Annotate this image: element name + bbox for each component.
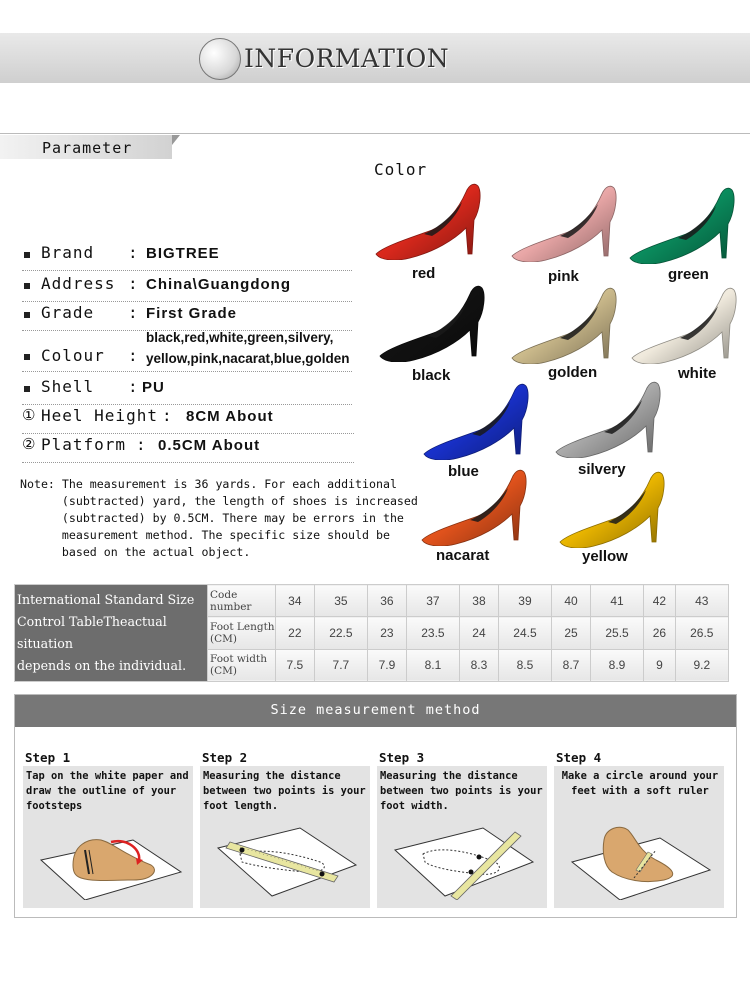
step-description: Measuring the distance between two points is your foot width. (380, 770, 543, 812)
param-row-brand (22, 243, 352, 271)
row-header-code-number: Code number (208, 585, 276, 617)
step-3 (370, 748, 544, 908)
param-label: Platform (41, 435, 127, 454)
shoe-label-red: red (412, 265, 436, 282)
width-cell: 8.3 (460, 649, 499, 681)
width-cell: 7.7 (314, 649, 367, 681)
step-card (554, 766, 724, 908)
code-cell: 38 (460, 585, 499, 617)
step-description: Tap on the white paper and draw the outline of your footsteps (26, 770, 189, 812)
shoe-label-yellow: yellow (582, 548, 628, 565)
length-cell: 25 (552, 617, 591, 649)
bullet-icon (24, 386, 30, 392)
param-row-address (22, 274, 352, 302)
width-cell: 7.9 (368, 649, 407, 681)
parameter-title: Parameter (42, 139, 133, 157)
banner-circle-icon (199, 38, 241, 80)
param-separator: : (136, 435, 147, 454)
foot-width-illustration (387, 810, 537, 900)
row-header-foot-length: Foot Length (CM) (208, 617, 276, 649)
length-cell: 25.5 (590, 617, 643, 649)
shoe-nacarat (420, 466, 532, 546)
param-separator: : (128, 377, 139, 396)
shoe-label-black: black (412, 367, 451, 384)
size-table-title-line: Control TableTheactual situation (17, 614, 167, 651)
bullet-icon (24, 252, 30, 258)
param-row-heel-height (22, 406, 354, 434)
circled-number-two: ② (22, 435, 36, 453)
width-cell: 8.9 (590, 649, 643, 681)
shoe-label-pink: pink (548, 268, 579, 285)
param-row-grade (22, 303, 352, 331)
width-cell: 8.7 (552, 649, 591, 681)
step-card (23, 766, 193, 908)
size-table-title-line: depends on the individual. (17, 658, 187, 673)
shoe-label-green: green (668, 266, 709, 283)
shoe-golden (510, 284, 622, 364)
param-separator: : (128, 243, 139, 262)
row-header-foot-width: Foot width (CM) (208, 649, 276, 681)
param-label: Colour (41, 346, 105, 365)
color-title: Color (374, 160, 428, 179)
shoe-label-golden: golden (548, 364, 598, 381)
size-table (14, 584, 729, 682)
param-row-colour (22, 330, 352, 372)
length-cell: 24.5 (498, 617, 551, 649)
param-row-platform (22, 435, 354, 463)
param-label: Shell (41, 377, 95, 396)
width-cell: 9.2 (675, 649, 728, 681)
width-cell: 8.1 (406, 649, 459, 681)
size-table-title (15, 585, 208, 682)
step-2 (193, 748, 367, 908)
param-label: Heel Height (41, 406, 158, 425)
param-value: PU (142, 379, 165, 396)
shoe-white (630, 284, 742, 364)
param-value: 8CM About (186, 408, 274, 425)
measurement-method-title: Size measurement method (270, 702, 481, 718)
bullet-icon (24, 354, 30, 360)
measurement-note: Note: The measurement is 36 yards. For each additional (subtracted) yard, the length of shoes is increased (subtracted) by 0.5CM. There may be errors in the measurement method. The specific size should be based on the actual object. (20, 477, 418, 559)
param-label: Grade (41, 303, 95, 322)
length-cell: 26.5 (675, 617, 728, 649)
table-row (15, 585, 729, 617)
param-value: 0.5CM About (158, 437, 261, 454)
shoe-label-blue: blue (448, 463, 479, 480)
width-cell: 8.5 (498, 649, 551, 681)
shoe-black (378, 282, 490, 362)
length-cell: 23.5 (406, 617, 459, 649)
foot-circumference-illustration (564, 810, 714, 900)
length-cell: 23 (368, 617, 407, 649)
parameter-tab-fold (172, 135, 180, 145)
width-cell: 9 (644, 649, 675, 681)
shoe-label-nacarat: nacarat (436, 547, 490, 564)
param-separator: : (128, 303, 139, 322)
param-separator: : (162, 406, 173, 425)
step-4 (547, 748, 721, 908)
shoe-label-silvery: silvery (578, 461, 626, 478)
step-title: Step 1 (25, 750, 71, 765)
param-value: BIGTREE (146, 245, 220, 262)
shoe-green (628, 184, 740, 264)
code-cell: 41 (590, 585, 643, 617)
page-title: INFORMATION (244, 44, 450, 73)
width-cell: 7.5 (276, 649, 315, 681)
param-value-line2: yellow,pink,nacarat,blue,golden (146, 351, 350, 366)
shoe-red (374, 180, 486, 260)
param-row-shell (22, 377, 352, 405)
param-separator: : (128, 274, 139, 293)
code-cell: 42 (644, 585, 675, 617)
code-cell: 36 (368, 585, 407, 617)
foot-outline-illustration (33, 810, 183, 900)
code-cell: 34 (276, 585, 315, 617)
size-table-title-line: International Standard Size (17, 592, 195, 607)
param-value-line1: black,red,white,green,silvery, (146, 330, 334, 345)
step-1 (16, 748, 190, 908)
bullet-icon (24, 312, 30, 318)
shoe-blue (422, 380, 534, 460)
step-title: Step 3 (379, 750, 425, 765)
step-description: Make a circle around your feet with a soft ruler (561, 770, 719, 797)
step-title: Step 4 (556, 750, 602, 765)
length-cell: 22.5 (314, 617, 367, 649)
step-title: Step 2 (202, 750, 248, 765)
param-label: Brand (41, 243, 95, 262)
length-cell: 24 (460, 617, 499, 649)
code-cell: 39 (498, 585, 551, 617)
divider (0, 133, 750, 134)
code-cell: 37 (406, 585, 459, 617)
step-description: Measuring the distance between two points is your foot length. (203, 770, 366, 812)
step-card (200, 766, 370, 908)
param-value: First Grade (146, 305, 238, 322)
param-separator: : (128, 346, 139, 365)
circled-number-one: ① (22, 406, 36, 424)
code-cell: 35 (314, 585, 367, 617)
length-cell: 22 (276, 617, 315, 649)
code-cell: 40 (552, 585, 591, 617)
param-value: China\Guangdong (146, 276, 291, 293)
step-card (377, 766, 547, 908)
length-cell: 26 (644, 617, 675, 649)
bullet-icon (24, 283, 30, 289)
code-cell: 43 (675, 585, 728, 617)
foot-length-illustration (210, 810, 360, 900)
shoe-silvery (554, 378, 666, 458)
param-label: Address (41, 274, 116, 293)
shoe-label-white: white (678, 365, 717, 382)
shoe-pink (510, 182, 622, 262)
shoe-yellow (558, 468, 670, 548)
